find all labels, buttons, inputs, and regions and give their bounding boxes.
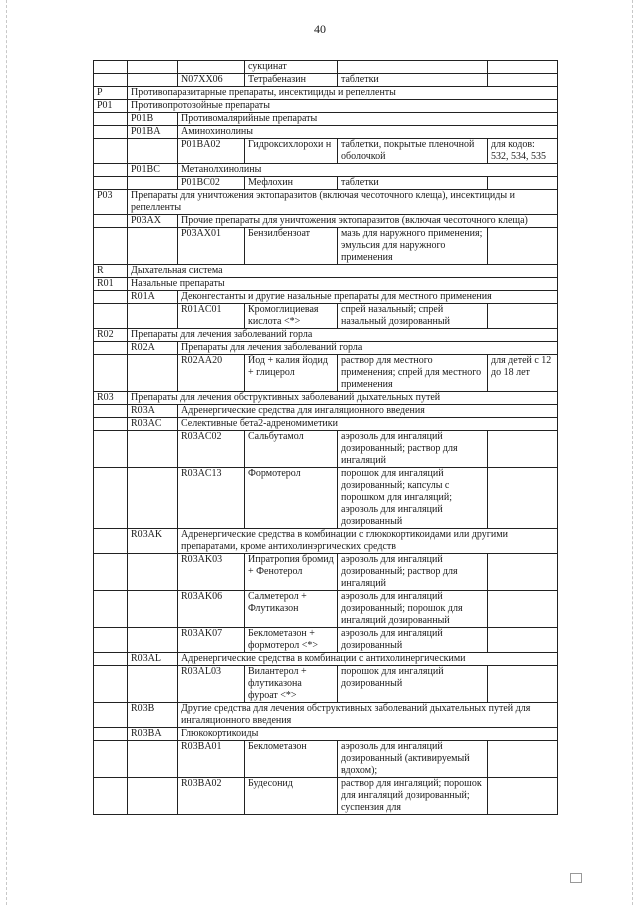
table-cell — [94, 591, 128, 628]
table-cell — [128, 431, 178, 468]
table-cell — [128, 628, 178, 653]
table-cell — [488, 666, 558, 703]
table-cell: Прочие препараты для уничтожения эктопаразитов (включая чесоточного клеща) — [178, 215, 558, 228]
table-cell — [128, 741, 178, 778]
table-cell — [94, 342, 128, 355]
table-cell: Сальбутамол — [245, 431, 338, 468]
table-cell — [94, 291, 128, 304]
table-row — [94, 87, 558, 100]
table-row — [94, 666, 558, 703]
table-cell — [488, 778, 558, 815]
table-cell: R03AC02 — [178, 431, 245, 468]
table-cell — [488, 61, 558, 74]
table-cell — [128, 468, 178, 529]
table-cell — [488, 431, 558, 468]
table-row — [94, 265, 558, 278]
table-cell: R02A — [128, 342, 178, 355]
table-row — [94, 164, 558, 177]
table-cell: аэрозоль для ингаляций дозированный (активируемый вдохом); — [338, 741, 488, 778]
table-cell: Бензилбензоат — [245, 228, 338, 265]
table-cell: P01 — [94, 100, 128, 113]
table-cell: R03A — [128, 405, 178, 418]
table-cell: R03 — [94, 392, 128, 405]
page-number: 40 — [314, 22, 326, 36]
table-cell — [94, 418, 128, 431]
table-cell: аэрозоль для ингаляций дозированный; раствор для ингаляций — [338, 431, 488, 468]
table-cell: R01 — [94, 278, 128, 291]
table-cell: R03BA02 — [178, 778, 245, 815]
table-cell: спрей назальный; спрей назальный дозированный — [338, 304, 488, 329]
table-cell: таблетки — [338, 177, 488, 190]
table-cell — [94, 405, 128, 418]
table-row — [94, 113, 558, 126]
table-cell: R01AC01 — [178, 304, 245, 329]
table-cell: Тетрабеназин — [245, 74, 338, 87]
table-cell — [94, 139, 128, 164]
table-cell: P01B — [128, 113, 178, 126]
table-cell: R03AC — [128, 418, 178, 431]
table-cell: аэрозоль для ингаляций дозированный; раствор для ингаляций — [338, 554, 488, 591]
table-cell: Йод + калия йодид + глицерол — [245, 355, 338, 392]
table-body — [94, 61, 558, 815]
table-cell — [94, 529, 128, 554]
table-cell — [128, 355, 178, 392]
table-cell — [128, 177, 178, 190]
table-row — [94, 778, 558, 815]
table-cell: Противопротозойные препараты — [128, 100, 558, 113]
table-cell: R03AK06 — [178, 591, 245, 628]
table-cell: раствор для ингаляций; порошок для ингаляций дозированный; суспензия для — [338, 778, 488, 815]
table-cell: аэрозоль для ингаляций дозированный; порошок для ингаляций дозированный — [338, 591, 488, 628]
table-cell: Противопаразитарные препараты, инсектициды и репелленты — [128, 87, 558, 100]
table-cell — [128, 74, 178, 87]
table-cell — [488, 591, 558, 628]
table-row — [94, 431, 558, 468]
table-cell: Препараты для лечения заболеваний горла — [128, 329, 558, 342]
table-cell: Ипратропия бромид + Фенотерол — [245, 554, 338, 591]
table-cell: Формотерол — [245, 468, 338, 529]
table-cell: Метанолхинолины — [178, 164, 558, 177]
table-row — [94, 628, 558, 653]
table-cell — [128, 61, 178, 74]
left-scan-edge — [6, 0, 8, 905]
table-cell — [94, 554, 128, 591]
table-row — [94, 74, 558, 87]
table-cell — [488, 628, 558, 653]
table-cell: R03AK07 — [178, 628, 245, 653]
table-cell: Салметерол + Флутиказон — [245, 591, 338, 628]
table-cell — [94, 113, 128, 126]
table-cell: Назальные препараты — [128, 278, 558, 291]
table-row — [94, 100, 558, 113]
table-row — [94, 215, 558, 228]
table-row — [94, 591, 558, 628]
table-row — [94, 418, 558, 431]
table-cell: R03AK03 — [178, 554, 245, 591]
table-cell: R02 — [94, 329, 128, 342]
right-scan-edge — [632, 0, 634, 905]
table-cell: P03AX — [128, 215, 178, 228]
table-cell — [488, 228, 558, 265]
table-row — [94, 228, 558, 265]
table-cell — [178, 61, 245, 74]
table-cell — [128, 666, 178, 703]
table-cell: R02AA20 — [178, 355, 245, 392]
table-cell — [94, 431, 128, 468]
table-cell: R — [94, 265, 128, 278]
table-row — [94, 468, 558, 529]
table-cell: Препараты для лечения заболеваний горла — [178, 342, 558, 355]
table-cell: Деконгестанты и другие назальные препараты для местного применения — [178, 291, 558, 304]
table-row — [94, 703, 558, 728]
table-cell: порошок для ингаляций дозированный; капсулы с порошком для ингаляций; аэрозоль для ингаляций дозированный — [338, 468, 488, 529]
table-cell: Селективные бета2-адреномиметики — [178, 418, 558, 431]
table-cell — [94, 177, 128, 190]
table-cell: P03 — [94, 190, 128, 215]
table-cell — [94, 778, 128, 815]
table-cell: Аминохинолины — [178, 126, 558, 139]
table-cell: Мефлохин — [245, 177, 338, 190]
table-cell — [128, 778, 178, 815]
table-row — [94, 61, 558, 74]
table-cell — [94, 126, 128, 139]
table-cell — [488, 177, 558, 190]
table-cell: Кромоглициевая кислота <*> — [245, 304, 338, 329]
table-cell: Беклометазон — [245, 741, 338, 778]
table-cell: Препараты для уничтожения эктопаразитов (включая чесоточного клеща), инсектициды и репелленты — [128, 190, 558, 215]
table-cell: для кодов: 532, 534, 535 — [488, 139, 558, 164]
table-cell — [488, 74, 558, 87]
table-cell: R03B — [128, 703, 178, 728]
table-row — [94, 291, 558, 304]
table-cell: таблетки, покрытые пленочной оболочкой — [338, 139, 488, 164]
table-cell: Противомалярийные препараты — [178, 113, 558, 126]
table-cell — [94, 653, 128, 666]
table-cell — [488, 468, 558, 529]
table-cell: P01BC02 — [178, 177, 245, 190]
table-cell: Адренергические средства в комбинации с глюкокортикоидами или другими препаратами, кроме антихолинэргических средств — [178, 529, 558, 554]
table-cell: Гидроксихлорохи н — [245, 139, 338, 164]
table-cell: R03BA01 — [178, 741, 245, 778]
table-row — [94, 329, 558, 342]
table-cell: R03AC13 — [178, 468, 245, 529]
table-cell — [338, 61, 488, 74]
table-row — [94, 139, 558, 164]
table-cell: аэрозоль для ингаляций дозированный — [338, 628, 488, 653]
table-cell: P01BA — [128, 126, 178, 139]
table-row — [94, 728, 558, 741]
table-cell: Препараты для лечения обструктивных заболеваний дыхательных путей — [128, 392, 558, 405]
table-cell: таблетки — [338, 74, 488, 87]
table-cell — [488, 554, 558, 591]
table-row — [94, 177, 558, 190]
table-cell: Дыхательная система — [128, 265, 558, 278]
table-cell — [128, 554, 178, 591]
table-cell — [94, 355, 128, 392]
table-cell — [488, 304, 558, 329]
table-cell: раствор для местного применения; спрей для местного применения — [338, 355, 488, 392]
table-cell — [94, 228, 128, 265]
table-cell: сукцинат — [245, 61, 338, 74]
table-cell — [94, 74, 128, 87]
table-cell: N07XX06 — [178, 74, 245, 87]
page-marker — [570, 873, 582, 883]
table-cell: для детей с 12 до 18 лет — [488, 355, 558, 392]
table-cell: R03BA — [128, 728, 178, 741]
table-row — [94, 392, 558, 405]
table-row — [94, 355, 558, 392]
table-cell: мазь для наружного применения; эмульсия для наружного применения — [338, 228, 488, 265]
table-row — [94, 342, 558, 355]
table-row — [94, 278, 558, 291]
table-cell: Другие средства для лечения обструктивных заболеваний дыхательных путей для ингаляционного введения — [178, 703, 558, 728]
table-cell — [94, 666, 128, 703]
table-cell: P01BC — [128, 164, 178, 177]
table-cell: порошок для ингаляций дозированный — [338, 666, 488, 703]
table-cell — [94, 215, 128, 228]
table-row — [94, 529, 558, 554]
table-cell: P01BA02 — [178, 139, 245, 164]
table-cell: R03AL03 — [178, 666, 245, 703]
table-cell — [94, 703, 128, 728]
table-cell — [128, 304, 178, 329]
table-cell: P03AX01 — [178, 228, 245, 265]
table-cell: Адренергические средства для ингаляционного введения — [178, 405, 558, 418]
table-cell: R03AK — [128, 529, 178, 554]
table-cell — [94, 164, 128, 177]
table-row — [94, 741, 558, 778]
table-cell: Вилантерол + флутиказона фуроат <*> — [245, 666, 338, 703]
table-cell — [94, 628, 128, 653]
table-row — [94, 126, 558, 139]
table-cell — [128, 591, 178, 628]
table-row — [94, 554, 558, 591]
table-cell — [128, 228, 178, 265]
table-cell: R03AL — [128, 653, 178, 666]
table-cell: Беклометазон + формотерол <*> — [245, 628, 338, 653]
table-row — [94, 653, 558, 666]
table-cell: Глюкокортикоиды — [178, 728, 558, 741]
drug-list-table — [93, 60, 558, 815]
table-cell: P — [94, 87, 128, 100]
table-row — [94, 304, 558, 329]
table-cell — [128, 139, 178, 164]
table-cell — [94, 728, 128, 741]
table-cell: Будесонид — [245, 778, 338, 815]
table-cell — [94, 61, 128, 74]
table-cell — [488, 741, 558, 778]
table-cell — [94, 741, 128, 778]
table-cell — [94, 468, 128, 529]
table-row — [94, 190, 558, 215]
table-cell: R01A — [128, 291, 178, 304]
table-row — [94, 405, 558, 418]
table-cell — [94, 304, 128, 329]
table-cell: Адренергические средства в комбинации с антихолинергическими — [178, 653, 558, 666]
